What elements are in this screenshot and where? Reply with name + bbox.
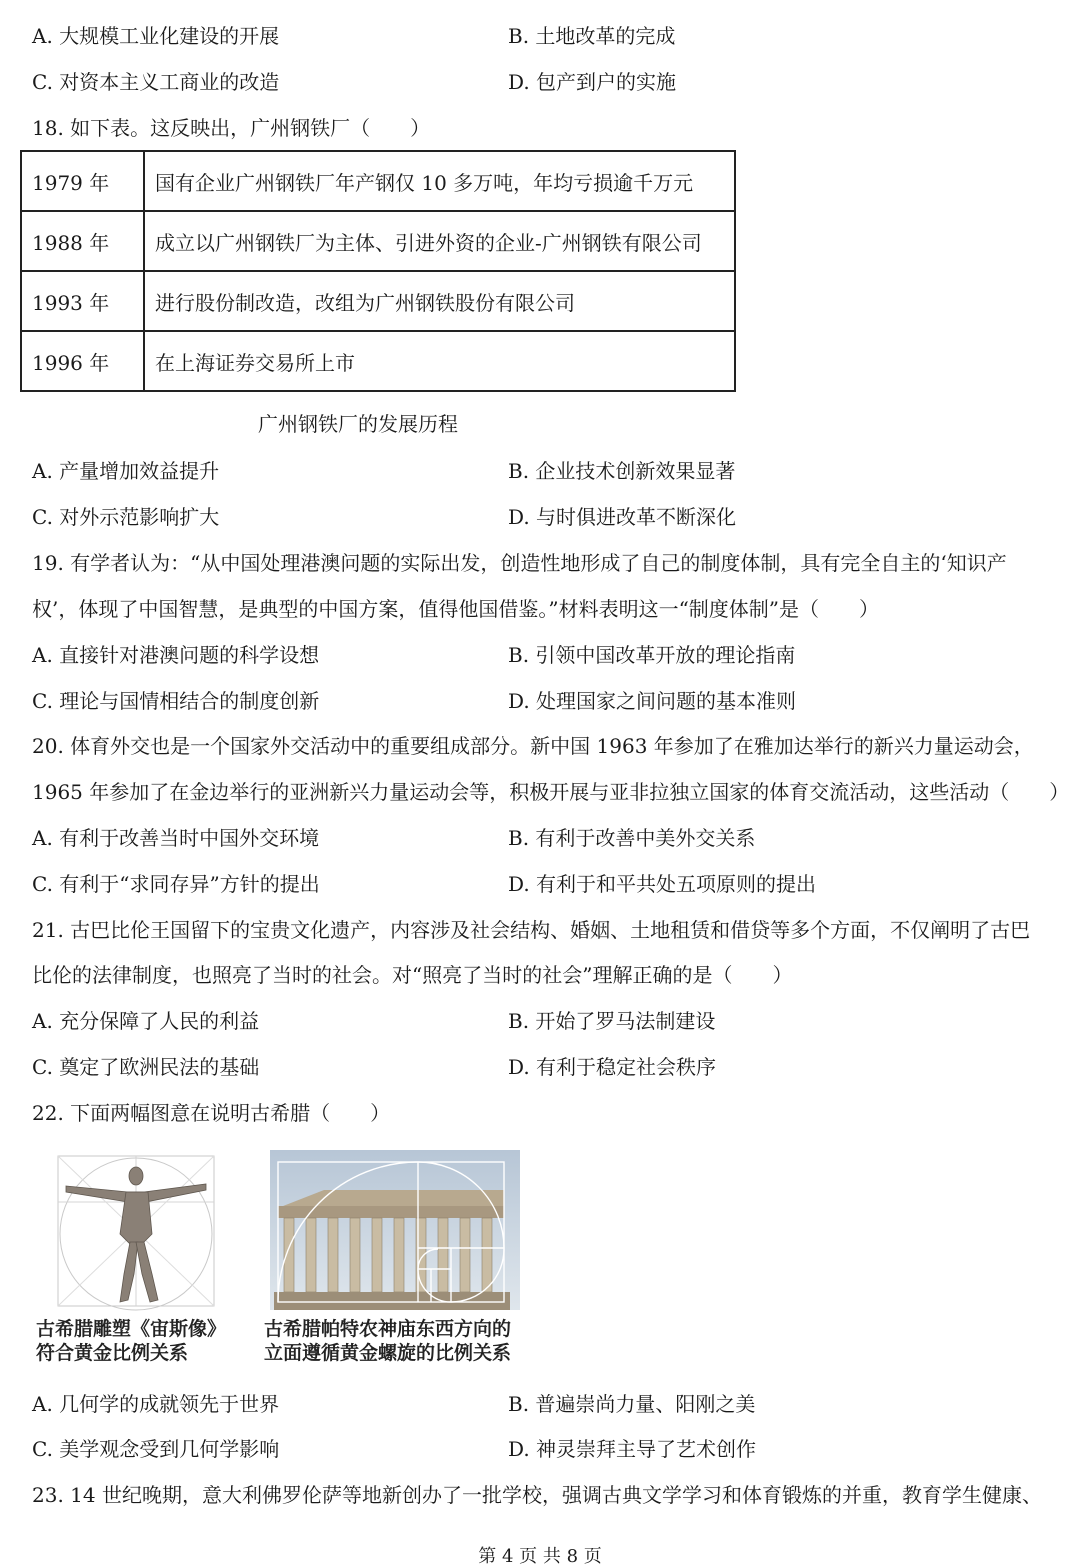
- figure2-caption-line2: 立面遵循黄金螺旋的比例关系: [264, 1342, 512, 1364]
- table-caption: 广州钢铁厂的发展历程: [258, 412, 458, 436]
- q20-option-c: C. 有利于“求同存异”方针的提出: [32, 872, 320, 896]
- q22-option-a: A. 几何学的成就领先于世界: [32, 1392, 280, 1416]
- q18-stem: 18. 如下表。这反映出，广州钢铁厂（ ）: [32, 116, 431, 140]
- q21-stem-line2: 比伦的法律制度，也照亮了当时的社会。对“照亮了当时的社会”理解正确的是（ ）: [32, 963, 793, 987]
- q21-stem-line1: 21. 古巴比伦王国留下的宝贵文化遗产，内容涉及社会结构、婚姻、土地租赁和借贷等多个方面，不仅阐明了古巴: [32, 918, 1031, 942]
- q21-option-b: B. 开始了罗马法制建设: [508, 1009, 716, 1033]
- figure1-caption-line1: 古希腊雕塑《宙斯像》: [36, 1318, 227, 1340]
- q20-stem-line2: 1965 年参加了在金边举行的亚洲新兴力量运动会等，积极开展与亚非拉独立国家的体育交流活动，这些活动（ ）: [32, 780, 1070, 804]
- q17-option-d: D. 包产到户的实施: [508, 70, 677, 94]
- history-table: [20, 150, 736, 392]
- q22-stem: 22. 下面两幅图意在说明古希腊（ ）: [32, 1101, 391, 1125]
- q19-option-b: B. 引领中国改革开放的理论指南: [508, 643, 796, 667]
- q19-option-c: C. 理论与国情相结合的制度创新: [32, 689, 320, 713]
- q18-option-c: C. 对外示范影响扩大: [32, 505, 220, 529]
- q19-stem-line1: 19. 有学者认为：“从中国处理港澳问题的实际出发，创造性地形成了自己的制度体制，具有完全自主的‘知识产: [32, 551, 1007, 575]
- q22-option-b: B. 普遍崇尚力量、阳刚之美: [508, 1392, 756, 1416]
- table-cell-event: 国有企业广州钢铁厂年产钢仅 10 多万吨，年均亏损逾千万元: [144, 151, 735, 211]
- table-cell-event: 成立以广州钢铁厂为主体、引进外资的企业-广州钢铁有限公司: [144, 211, 735, 271]
- q19-stem-line2: 权’，体现了中国智慧，是典型的中国方案，值得他国借鉴。”材料表明这一“制度体制”是（ ）: [32, 597, 880, 621]
- q18-option-d: D. 与时俱进改革不断深化: [508, 505, 737, 529]
- table-row: [21, 271, 735, 331]
- q22-option-c: C. 美学观念受到几何学影响: [32, 1437, 280, 1461]
- parthenon-illustration: [264, 1150, 520, 1312]
- figure1-caption-line2: 符合黄金比例关系: [36, 1342, 189, 1364]
- table-row: [21, 151, 735, 211]
- q19-option-d: D. 处理国家之间问题的基本准则: [508, 689, 797, 713]
- table-cell-year: 1996 年: [21, 331, 144, 391]
- q18-option-a: A. 产量增加效益提升: [32, 459, 220, 483]
- q20-option-b: B. 有利于改善中美外交关系: [508, 826, 756, 850]
- q17-option-c: C. 对资本主义工商业的改造: [32, 70, 280, 94]
- q21-option-a: A. 充分保障了人民的利益: [32, 1009, 260, 1033]
- q23-stem-line1: 23. 14 世纪晚期，意大利佛罗伦萨等地新创办了一批学校，强调古典文学学习和体育锻炼的并重，教育学生健康、: [32, 1483, 1042, 1507]
- zeus-statue-illustration: [36, 1150, 236, 1312]
- figure-zeus-statue: [36, 1150, 236, 1365]
- q17-option-b: B. 土地改革的完成: [508, 24, 676, 48]
- table-cell-event: 在上海证券交易所上市: [144, 331, 735, 391]
- table-row: [21, 211, 735, 271]
- table-cell-year: 1988 年: [21, 211, 144, 271]
- q17-option-a: A. 大规模工业化建设的开展: [32, 24, 280, 48]
- table-cell-event: 进行股份制改造，改组为广州钢铁股份有限公司: [144, 271, 735, 331]
- q21-option-c: C. 奠定了欧洲民法的基础: [32, 1055, 260, 1079]
- figure2-caption-line1: 古希腊帕特农神庙东西方向的: [264, 1318, 512, 1340]
- q18-option-b: B. 企业技术创新效果显著: [508, 459, 736, 483]
- table-cell-year: 1979 年: [21, 151, 144, 211]
- q22-option-d: D. 神灵崇拜主导了艺术创作: [508, 1437, 757, 1461]
- q20-stem-line1: 20. 体育外交也是一个国家外交活动中的重要组成部分。新中国 1963 年参加了在雅加达举行的新兴力量运动会，: [32, 734, 1034, 758]
- q19-option-a: A. 直接针对港澳问题的科学设想: [32, 643, 320, 667]
- figure-parthenon: [264, 1150, 520, 1365]
- q20-option-a: A. 有利于改善当时中国外交环境: [32, 826, 320, 850]
- table-cell-year: 1993 年: [21, 271, 144, 331]
- q20-option-d: D. 有利于和平共处五项原则的提出: [508, 872, 817, 896]
- q21-option-d: D. 有利于稳定社会秩序: [508, 1055, 717, 1079]
- page-footer: 第 4 页 共 8 页: [478, 1546, 602, 1567]
- table-row: [21, 331, 735, 391]
